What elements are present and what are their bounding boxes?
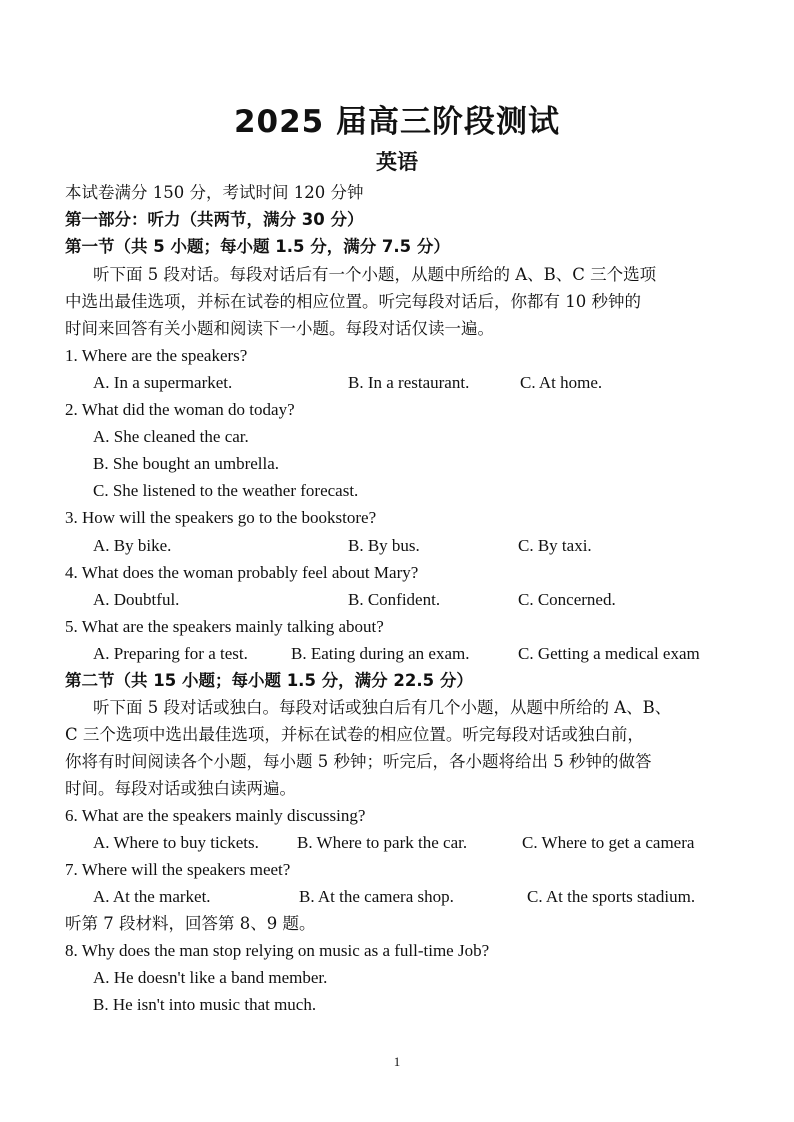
question-4-option-c: C. Concerned. [518, 590, 616, 609]
question-8-option-a: A. He doesn't like a band member. [93, 968, 328, 987]
question-2-option-b: B. She bought an umbrella. [93, 454, 280, 473]
section2-instruction-line: 你将有时间阅读各个小题，每小题 5 秒钟；听完后，各小题将给出 5 秒钟的做答 [65, 752, 652, 771]
section2-instruction-line: 听下面 5 段对话或独白。每段对话或独白后有几个小题，从题中所给的 A、B、 [93, 698, 672, 717]
section1-instruction-line: 听下面 5 段对话。每段对话后有一个小题，从题中所给的 A、B、C 三个选项 [93, 265, 657, 284]
question-7-option-b: B. At the camera shop. [299, 887, 454, 906]
question-3: 3. How will the speakers go to the bookstore? [65, 508, 377, 527]
section2-heading: 第二节（共 15 小题；每小题 1.5 分，满分 22.5 分） [65, 671, 473, 690]
question-5: 5. What are the speakers mainly talking about? [65, 617, 384, 636]
question-5-option-c: C. Getting a medical exam [518, 644, 700, 663]
question-5-option-b: B. Eating during an exam. [291, 644, 470, 663]
section2-instruction-line: C 三个选项中选出最佳选项，并标在试卷的相应位置。听完每段对话或独白前， [65, 725, 644, 744]
question-8: 8. Why does the man stop relying on music as a full-time Job? [65, 941, 490, 960]
question-5-option-a: A. Preparing for a test. [93, 644, 248, 663]
question-1-option-a: A. In a supermarket. [93, 373, 233, 392]
part1-heading: 第一部分：听力（共两节，满分 30 分） [65, 210, 364, 229]
section1-instruction-line: 中选出最佳选项，并标在试卷的相应位置。听完每段对话后，你都有 10 秒钟的 [65, 292, 641, 311]
exam-title: 2025 届高三阶段测试 [233, 104, 561, 140]
material-7-instruction: 听第 7 段材料，回答第 8、9 题。 [65, 914, 316, 933]
question-7: 7. Where will the speakers meet? [65, 860, 291, 879]
section2-instruction-line: 时间。每段对话或独白读两遍。 [65, 779, 296, 798]
question-2-option-a: A. She cleaned the car. [93, 427, 249, 446]
section1-instruction-line: 时间来回答有关小题和阅读下一小题。每段对话仅读一遍。 [65, 319, 494, 338]
question-1-option-c: C. At home. [520, 373, 603, 392]
subject-title: 英语 [376, 150, 418, 174]
page-number: 1 [393, 1054, 401, 1069]
question-4-option-a: A. Doubtful. [93, 590, 180, 609]
question-2: 2. What did the woman do today? [65, 400, 295, 419]
question-1: 1. Where are the speakers? [65, 346, 248, 365]
question-3-option-b: B. By bus. [348, 536, 420, 555]
question-7-option-a: A. At the market. [93, 887, 211, 906]
question-1-option-b: B. In a restaurant. [348, 373, 470, 392]
question-6-option-b: B. Where to park the car. [297, 833, 468, 852]
question-7-option-c: C. At the sports stadium. [527, 887, 696, 906]
question-4: 4. What does the woman probably feel about Mary? [65, 563, 419, 582]
question-6-option-c: C. Where to get a camera [522, 833, 695, 852]
section1-heading: 第一节（共 5 小题；每小题 1.5 分，满分 7.5 分） [65, 237, 450, 256]
question-3-option-a: A. By bike. [93, 536, 172, 555]
question-8-option-b: B. He isn't into music that much. [93, 995, 317, 1014]
question-2-option-c: C. She listened to the weather forecast. [93, 481, 359, 500]
question-6-option-a: A. Where to buy tickets. [93, 833, 259, 852]
question-3-option-c: C. By taxi. [518, 536, 592, 555]
exam-info: 本试卷满分 150 分，考试时间 120 分钟 [65, 183, 364, 202]
question-6: 6. What are the speakers mainly discussing? [65, 806, 366, 825]
question-4-option-b: B. Confident. [348, 590, 441, 609]
